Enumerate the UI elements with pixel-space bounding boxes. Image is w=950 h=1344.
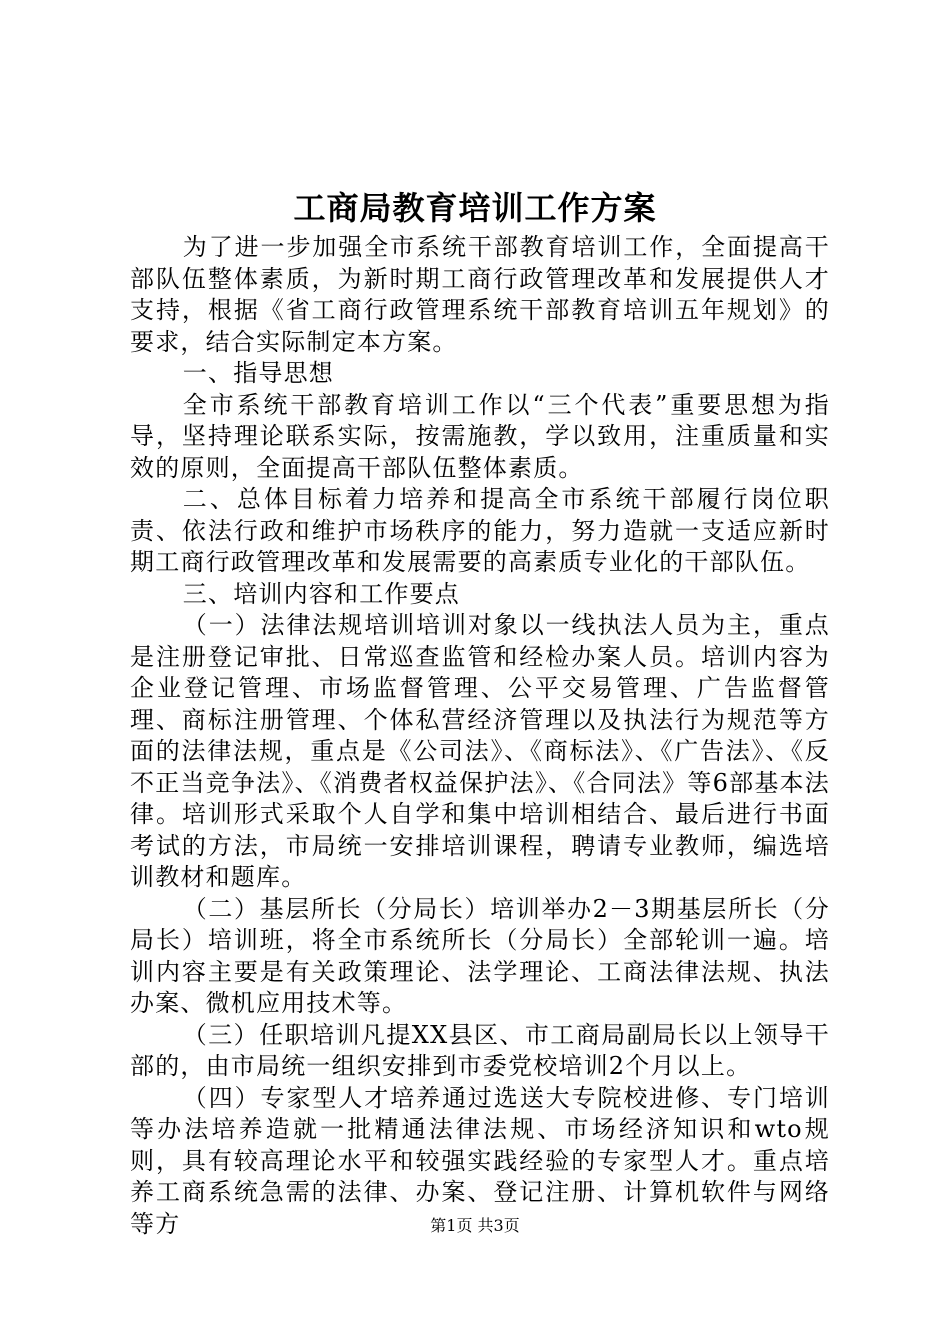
- page-number-footer: 第1页 共3页: [430, 1216, 520, 1235]
- section-heading-guiding-ideology: 一、指导思想: [182, 359, 334, 387]
- paragraph-overall-goal: 二、总体目标着力培养和提高全市系统干部履行岗位职责、依法行政和维护市场秩序的能力，努力造就一支适应新时期工商行政管理改革和发展需要的高素质专业化的干部队伍。: [130, 485, 830, 576]
- paragraph-appointment-training: （三）任职培训凡提XX县区、市工商局副局长以上领导干部的，由市局统一组织安排到市委党校培训2个月以上。: [130, 1020, 830, 1080]
- document-body: [130, 232, 830, 1240]
- paragraph-grassroots-training: （二）基层所长（分局长）培训举办2－3期基层所长（分局长）培训班，将全市系统所长（分局长）全部轮训一遍。培训内容主要是有关政策理论、法学理论、工商法律法规、执法办案、微机应用技术等。: [130, 894, 830, 1017]
- document-title: 工商局教育培训工作方案: [293, 189, 657, 227]
- paragraph-guiding-ideology: 全市系统干部教育培训工作以“三个代表”重要思想为指导，坚持理论联系实际，按需施教，学以致用，注重质量和实效的原则，全面提高干部队伍整体素质。: [130, 390, 830, 482]
- paragraph-expert-training: （四）专家型人才培养通过选送大专院校进修、专门培训等办法培养造就一批精通法律法规、市场经济知识和wto规则，具有较高理论水平和较强实践经验的专家型人才。重点培养工商系统急需的法律、办案、登记注册、计算机软件与网络等方: [130, 1083, 830, 1238]
- paragraph-legal-training: （一）法律法规培训培训对象以一线执法人员为主，重点是注册登记审批、日常巡查监管和经检办案人员。培训内容为企业登记管理、市场监督管理、公平交易管理、广告监督管理、商标注册管理、个体私营经济管理以及执法行为规范等方面的法律法规，重点是《公司法》、《商标法》、《广告法》、《反不正当竞争法》、《消费者权益保护法》、《合同法》等6部基本法律。培训形式采取个人自学和集中培训相结合、最后进行书面考试的方法，市局统一安排培训课程，聘请专业教师，编选培训教材和题库。: [130, 611, 830, 891]
- paragraph-intro: 为了进一步加强全市系统干部教育培训工作，全面提高干部队伍整体素质，为新时期工商行政管理改革和发展提供人才支持，根据《省工商行政管理系统干部教育培训五年规划》的要求，结合实际制定本方案。: [130, 233, 830, 356]
- section-heading-training-content: 三、培训内容和工作要点: [182, 579, 460, 608]
